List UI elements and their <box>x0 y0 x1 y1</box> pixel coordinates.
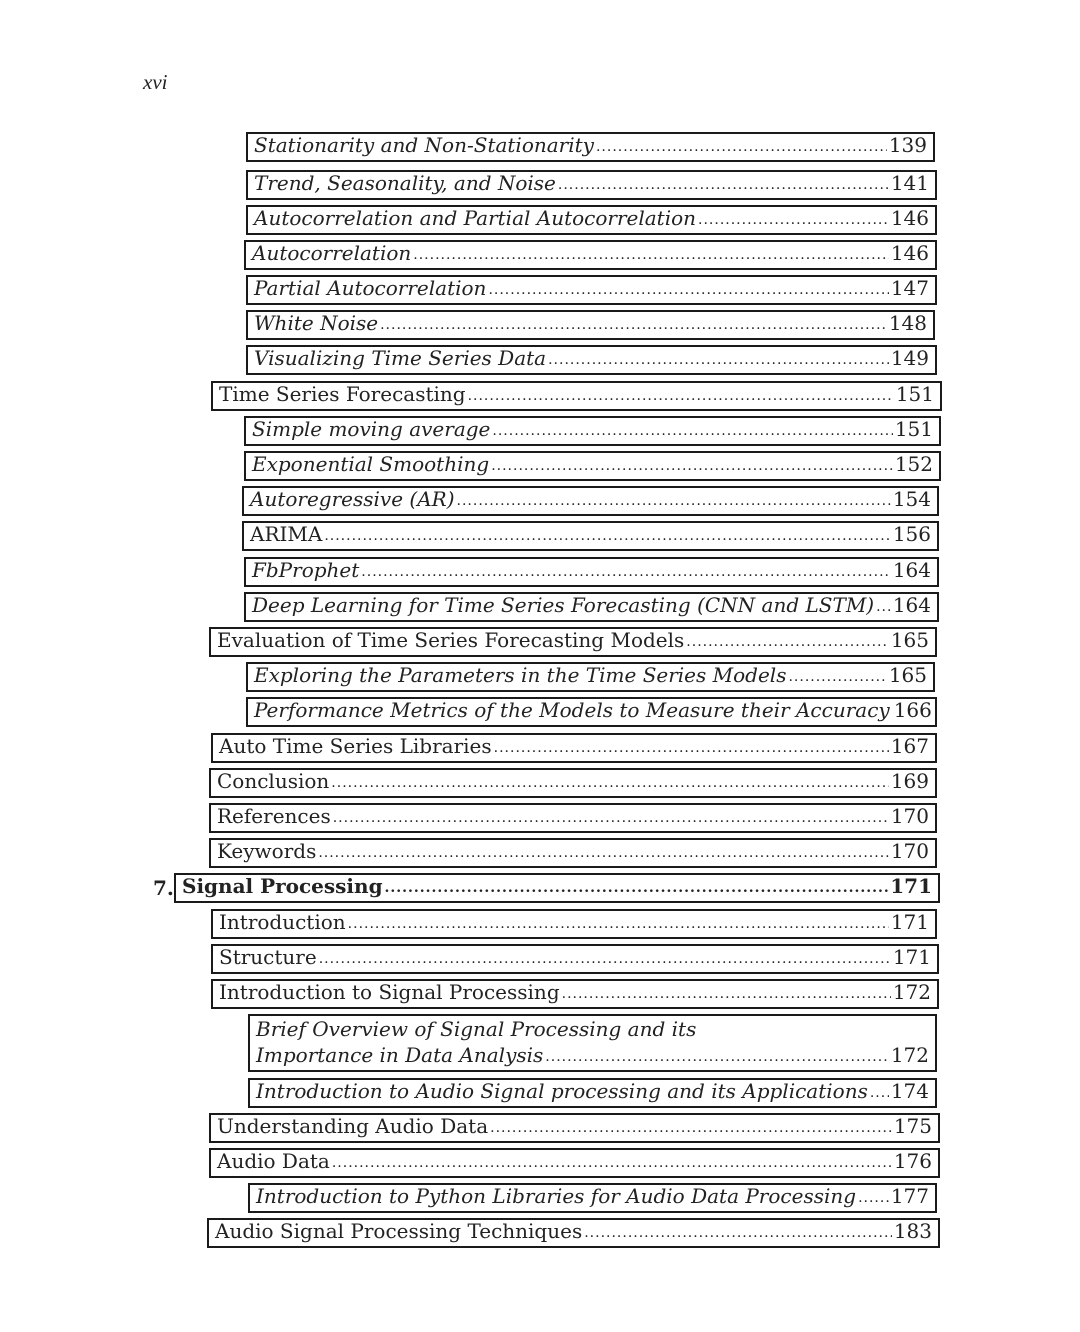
dot-leader <box>318 842 888 864</box>
chapter-entry[interactable] <box>174 873 940 903</box>
toc-entry-page: 148 <box>888 311 927 335</box>
dot-leader <box>488 279 888 301</box>
dot-leader <box>385 877 889 899</box>
toc-entry[interactable] <box>244 592 939 622</box>
dot-leader <box>858 1187 889 1209</box>
toc-entry-page: 139 <box>888 133 927 157</box>
toc-entry-page: 146 <box>890 241 929 265</box>
dot-leader <box>332 1152 892 1174</box>
toc-entry-title-block <box>256 1016 929 1068</box>
toc-entry-page: 141 <box>890 171 929 195</box>
dot-leader <box>324 525 890 547</box>
toc-entry[interactable] <box>211 381 942 411</box>
toc-entry-page: 183 <box>893 1219 932 1243</box>
toc-entry-title: Introduction <box>219 910 346 934</box>
toc-entry[interactable] <box>211 944 939 974</box>
toc-entry-title: References <box>217 804 331 828</box>
dot-leader <box>870 1082 889 1104</box>
toc-entry-page: 170 <box>890 804 929 828</box>
toc-entry-title: Simple moving average <box>252 417 491 441</box>
dot-leader <box>331 772 889 794</box>
toc-entry-page: 152 <box>894 452 933 476</box>
toc-entry-page: 149 <box>890 346 929 370</box>
toc-entry-page: 171 <box>890 910 929 934</box>
toc-entry[interactable] <box>209 803 937 833</box>
toc-entry-title: Understanding Audio Data <box>217 1114 489 1138</box>
toc-entry[interactable] <box>246 132 935 162</box>
toc-entry[interactable] <box>209 627 937 657</box>
toc-entry-title: Exponential Smoothing <box>252 452 490 476</box>
toc-entry-title-line1: Brief Overview of Signal Processing and its <box>256 1017 697 1041</box>
toc-entry-title: Visualizing Time Series Data <box>254 346 547 370</box>
toc-entry-title: Autocorrelation and Partial Autocorrelation <box>254 206 697 230</box>
toc-entry-title: Partial Autocorrelation <box>254 276 487 300</box>
toc-entry[interactable] <box>246 345 937 375</box>
toc-entry-page: 167 <box>890 734 929 758</box>
toc-entry-page: 172 <box>892 980 931 1004</box>
toc-entry-page: 151 <box>894 417 933 441</box>
toc-entry[interactable] <box>242 486 939 516</box>
toc-entry[interactable] <box>246 275 937 305</box>
toc-entry[interactable] <box>211 733 937 763</box>
dot-leader <box>413 244 889 266</box>
toc-entry-page: 154 <box>892 487 931 511</box>
toc-entry-page: 146 <box>890 206 929 230</box>
toc-entry[interactable] <box>248 1183 937 1213</box>
chapter-page: 171 <box>890 874 932 898</box>
toc-entry-title: Exploring the Parameters in the Time Series Models <box>254 663 787 687</box>
chapter-title: Signal Processing <box>182 874 383 898</box>
toc-entry-page: 176 <box>893 1149 932 1173</box>
dot-leader <box>457 490 891 512</box>
toc-entry-title: Conclusion <box>217 769 330 793</box>
toc-entry[interactable] <box>209 1148 940 1178</box>
dot-leader <box>788 666 886 688</box>
toc-entry[interactable] <box>209 1113 940 1143</box>
toc-entry-page: 164 <box>892 558 931 582</box>
toc-entry-title: Autoregressive (AR) <box>250 487 455 511</box>
dot-leader <box>876 596 891 618</box>
toc-entry[interactable] <box>211 909 937 939</box>
toc-entry-page: 156 <box>892 522 931 546</box>
toc-entry-page: 147 <box>890 276 929 300</box>
dot-leader <box>380 314 887 336</box>
toc-entry-title: ARIMA <box>250 522 323 546</box>
toc-entry[interactable] <box>244 416 941 446</box>
chapter-number: 7. <box>153 876 174 900</box>
toc-entry-page: 170 <box>890 839 929 863</box>
dot-leader <box>490 1117 892 1139</box>
toc-entry[interactable] <box>246 697 937 727</box>
toc-entry-title: Introduction to Signal Processing <box>219 980 560 1004</box>
toc-entry-title: Performance Metrics of the Models to Measure their Accuracy <box>254 698 890 722</box>
toc-entry-page: 177 <box>890 1184 929 1208</box>
dot-leader <box>494 737 889 759</box>
toc-entry[interactable] <box>207 1218 940 1248</box>
toc-entry-title: Autocorrelation <box>252 241 412 265</box>
toc-entry[interactable] <box>244 240 937 270</box>
toc-entry[interactable] <box>246 662 935 692</box>
toc-entry-page: 175 <box>893 1114 932 1138</box>
toc-entry-page: 165 <box>888 663 927 687</box>
toc-entry-page: 166 <box>893 698 932 722</box>
dot-leader <box>548 349 889 371</box>
toc-entry[interactable] <box>246 205 937 235</box>
dot-leader <box>348 913 889 935</box>
toc-entry-page: 172 <box>890 1043 929 1067</box>
toc-entry[interactable] <box>246 170 937 200</box>
dot-leader <box>491 455 893 477</box>
toc-entry-title: Keywords <box>217 839 317 863</box>
toc-entry-page: 171 <box>892 945 931 969</box>
dot-leader <box>468 385 894 407</box>
toc-entry-title: Structure <box>219 945 317 969</box>
dot-leader <box>545 1046 889 1068</box>
toc-entry-title: Auto Time Series Libraries <box>219 734 492 758</box>
dot-leader <box>333 807 889 829</box>
dot-leader <box>558 174 889 196</box>
toc-entry-page: 151 <box>895 382 934 406</box>
dot-leader <box>492 420 892 442</box>
toc-entry-title: FbProphet <box>252 558 360 582</box>
toc-entry[interactable] <box>248 1014 937 1072</box>
dot-leader <box>698 209 889 231</box>
toc-entry[interactable] <box>242 521 939 551</box>
toc-entry-page: 169 <box>890 769 929 793</box>
dot-leader <box>596 136 887 158</box>
toc-entry-title: Introduction to Audio Signal processing and its Applications <box>256 1079 868 1103</box>
toc-entry-title: Introduction to Python Libraries for Audio Data Processing <box>256 1184 857 1208</box>
toc-entry-title: Stationarity and Non-Stationarity <box>254 133 594 157</box>
toc-entry[interactable] <box>244 557 939 587</box>
toc-entry-title: Deep Learning for Time Series Forecasting (CNN and LSTM) <box>252 593 875 617</box>
toc-entry[interactable] <box>246 310 935 340</box>
dot-leader <box>562 983 891 1005</box>
toc-entry-title-line2: Importance in Data Analysis <box>256 1043 544 1067</box>
toc-entry-title: Trend, Seasonality, and Noise <box>254 171 556 195</box>
toc-entry-title: Audio Signal Processing Techniques <box>215 1219 583 1243</box>
toc-entry[interactable] <box>209 768 937 798</box>
dot-leader <box>686 631 889 653</box>
toc-entry-title: White Noise <box>254 311 379 335</box>
toc-entry-page: 165 <box>890 628 929 652</box>
toc-entry[interactable] <box>248 1078 937 1108</box>
toc-entry[interactable] <box>209 838 937 868</box>
page-number: xvi <box>143 70 168 94</box>
toc-entry-title-line2-row <box>256 1042 929 1068</box>
toc-entry[interactable] <box>211 979 939 1009</box>
dot-leader <box>361 561 891 583</box>
toc-entry-title: Audio Data <box>217 1149 330 1173</box>
toc-entry-page: 164 <box>892 593 931 617</box>
toc-entry-title: Time Series Forecasting <box>219 382 466 406</box>
dot-leader <box>319 948 891 970</box>
toc-entry-title: Evaluation of Time Series Forecasting Models <box>217 628 685 652</box>
toc-entry[interactable] <box>244 451 941 481</box>
toc-entry-page: 174 <box>890 1079 929 1103</box>
dot-leader <box>584 1222 892 1244</box>
